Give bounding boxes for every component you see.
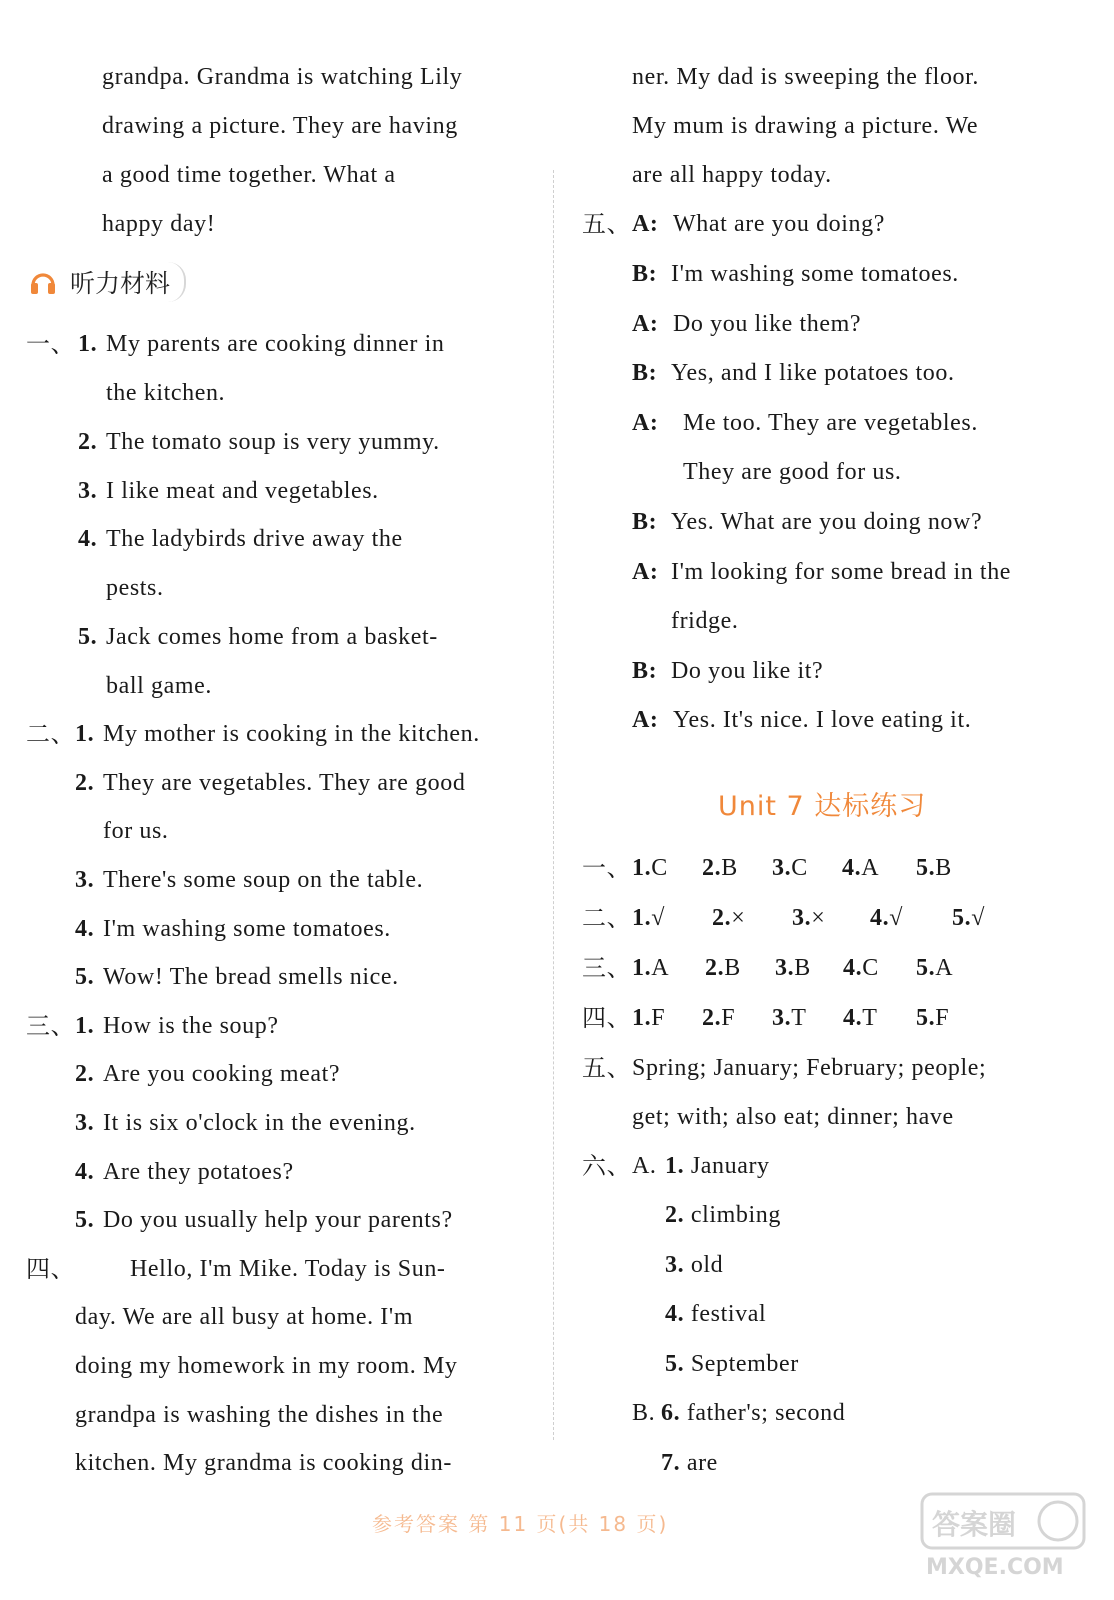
dialog-line: Do you like them? xyxy=(673,311,862,337)
answer-item xyxy=(632,1003,665,1033)
item-text: The tomato soup is very yummy. xyxy=(106,429,440,455)
dialog-line: Do you like it? xyxy=(671,658,824,684)
item-text: Jack comes home from a basket- xyxy=(106,624,438,650)
section-marker: 五、 xyxy=(582,1054,632,1082)
item-number: 1. xyxy=(78,331,98,357)
speaker-label: A: xyxy=(632,559,659,585)
answer-value: T xyxy=(862,1005,878,1031)
item-number: 4. xyxy=(870,905,890,931)
answer-value: B xyxy=(935,855,952,881)
item-number: 3. xyxy=(78,478,98,504)
item-number: 2. xyxy=(702,855,722,881)
answer-item xyxy=(916,953,953,983)
item-text: pests. xyxy=(106,575,164,601)
speaker-label: A: xyxy=(632,211,659,237)
item-text: Are they potatoes? xyxy=(103,1159,294,1185)
watermark-logo xyxy=(918,1490,1088,1580)
answer-value: January xyxy=(690,1153,770,1179)
answer-item xyxy=(661,1398,845,1428)
dialog-line: Yes. It's nice. I love eating it. xyxy=(673,707,972,733)
item-text: Are you cooking meat? xyxy=(103,1061,341,1087)
answer-item xyxy=(665,1250,723,1280)
answer-value: √ xyxy=(971,905,985,931)
speaker-label: B: xyxy=(632,360,658,386)
answer-item xyxy=(843,1003,877,1033)
section-marker: 五、 xyxy=(582,210,632,238)
answer-item xyxy=(916,1003,949,1033)
answer-item xyxy=(665,1349,799,1379)
answer-value: F xyxy=(721,1005,736,1031)
item-number: 3. xyxy=(775,955,795,981)
passage-line: ner. My dad is sweeping the floor. xyxy=(632,64,980,90)
intro-line: happy day! xyxy=(102,211,216,237)
item-number: 4. xyxy=(75,1159,95,1185)
answer-item xyxy=(870,903,903,933)
answer-value: C xyxy=(862,955,879,981)
item-number: 2. xyxy=(665,1202,685,1228)
item-text: How is the soup? xyxy=(103,1013,279,1039)
speaker-label: B: xyxy=(632,658,658,684)
item-number: 5. xyxy=(665,1351,685,1377)
item-number: 2. xyxy=(705,955,725,981)
answer-value: C xyxy=(791,855,808,881)
answer-value: are xyxy=(686,1450,718,1476)
section-marker: 一、 xyxy=(582,854,632,882)
item-text: I'm washing some tomatoes. xyxy=(103,916,391,942)
answer-line: Spring; January; February; people; xyxy=(632,1055,987,1081)
answer-item xyxy=(952,903,985,933)
item-number: 1. xyxy=(75,721,95,747)
item-number: 5. xyxy=(952,905,972,931)
item-number: 5. xyxy=(75,1207,95,1233)
item-text: ball game. xyxy=(106,673,212,699)
answer-value: father's; second xyxy=(686,1400,846,1426)
item-number: 2. xyxy=(75,770,95,796)
item-number: 3. xyxy=(772,855,792,881)
item-text: The ladybirds drive away the xyxy=(106,526,403,552)
item-text: I like meat and vegetables. xyxy=(106,478,379,504)
answer-item xyxy=(665,1299,766,1329)
answer-item xyxy=(632,953,669,983)
answer-item xyxy=(772,1003,806,1033)
dialog-line: Me too. They are vegetables. xyxy=(683,410,978,436)
column-divider xyxy=(553,170,554,1440)
passage-line: grandpa is washing the dishes in the xyxy=(75,1402,444,1428)
item-number: 4. xyxy=(843,1005,863,1031)
answer-value: A xyxy=(861,855,880,881)
section-marker: 二、 xyxy=(26,720,76,748)
answer-value: F xyxy=(935,1005,950,1031)
dialog-line: They are good for us. xyxy=(683,459,902,485)
item-number: 6. xyxy=(661,1400,681,1426)
answer-item xyxy=(772,853,808,883)
dialog-line: Yes, and I like potatoes too. xyxy=(671,360,955,386)
headphones-icon xyxy=(28,267,58,297)
listening-header xyxy=(28,264,186,300)
answer-value: B xyxy=(721,855,738,881)
item-number: 2. xyxy=(712,905,732,931)
item-number: 1. xyxy=(632,905,652,931)
listening-title: 听力材料 xyxy=(68,262,186,302)
answer-item xyxy=(712,903,745,933)
passage-line: My mum is drawing a picture. We xyxy=(632,113,979,139)
item-number: 5. xyxy=(78,624,98,650)
intro-line: grandpa. Grandma is watching Lily xyxy=(102,64,463,90)
answer-item xyxy=(632,903,665,933)
item-number: 5. xyxy=(916,955,936,981)
item-number: 4. xyxy=(665,1301,685,1327)
item-number: 1. xyxy=(75,1013,95,1039)
answer-item xyxy=(792,903,825,933)
answer-value: T xyxy=(791,1005,807,1031)
item-text: for us. xyxy=(103,818,169,844)
answer-item xyxy=(916,853,952,883)
part-label: B. xyxy=(632,1400,656,1426)
answer-value: festival xyxy=(690,1301,767,1327)
dialog-line: Yes. What are you doing now? xyxy=(671,509,983,535)
answer-value: × xyxy=(731,905,746,931)
answer-item xyxy=(775,953,811,983)
dialog-line: fridge. xyxy=(671,608,739,634)
passage-line: kitchen. My grandma is cooking din- xyxy=(75,1450,452,1476)
item-text: They are vegetables. They are good xyxy=(103,770,466,796)
answer-value: C xyxy=(651,855,668,881)
answer-item xyxy=(661,1448,718,1478)
answer-line: get; with; also eat; dinner; have xyxy=(632,1104,954,1130)
section-marker: 三、 xyxy=(582,954,632,982)
answer-value: B xyxy=(724,955,741,981)
section-marker: 六、 xyxy=(582,1152,632,1180)
item-number: 2. xyxy=(75,1061,95,1087)
passage-line: are all happy today. xyxy=(632,162,832,188)
item-number: 1. xyxy=(632,1005,652,1031)
answer-value: old xyxy=(690,1252,724,1278)
item-number: 3. xyxy=(772,1005,792,1031)
item-number: 5. xyxy=(916,1005,936,1031)
section-marker: 四、 xyxy=(582,1004,632,1032)
answer-value: √ xyxy=(889,905,903,931)
intro-line: drawing a picture. They are having xyxy=(102,113,458,139)
intro-line: a good time together. What a xyxy=(102,162,396,188)
item-number: 4. xyxy=(842,855,862,881)
item-number: 1. xyxy=(665,1153,685,1179)
answer-item xyxy=(665,1151,770,1181)
item-number: 4. xyxy=(78,526,98,552)
part-label: A. xyxy=(632,1153,657,1179)
answer-item xyxy=(843,953,879,983)
answer-item xyxy=(632,853,668,883)
answer-item xyxy=(842,853,879,883)
unit-title: Unit 7 达标练习 xyxy=(718,791,927,822)
dialog-line: I'm looking for some bread in the xyxy=(671,559,1012,585)
item-number: 3. xyxy=(75,867,95,893)
item-text: Wow! The bread smells nice. xyxy=(103,964,399,990)
item-text: It is six o'clock in the evening. xyxy=(103,1110,416,1136)
speaker-label: B: xyxy=(632,261,658,287)
passage-line: Hello, I'm Mike. Today is Sun- xyxy=(130,1256,446,1282)
answer-value: F xyxy=(651,1005,666,1031)
section-marker: 二、 xyxy=(582,904,632,932)
passage-line: day. We are all busy at home. I'm xyxy=(75,1304,414,1330)
speaker-label: A: xyxy=(632,311,659,337)
dialog-line: What are you doing? xyxy=(673,211,885,237)
item-text: the kitchen. xyxy=(106,380,226,406)
svg-text:MXQE.COM: MXQE.COM xyxy=(926,1555,1064,1580)
answer-value: B xyxy=(794,955,811,981)
speaker-label: A: xyxy=(632,410,659,436)
speaker-label: B: xyxy=(632,509,658,535)
item-number: 3. xyxy=(75,1110,95,1136)
item-number: 2. xyxy=(78,429,98,455)
item-text: There's some soup on the table. xyxy=(103,867,424,893)
item-number: 1. xyxy=(632,955,652,981)
section-marker: 一、 xyxy=(26,330,76,358)
item-number: 5. xyxy=(916,855,936,881)
item-text: Do you usually help your parents? xyxy=(103,1207,453,1233)
section-marker: 四、 xyxy=(26,1255,76,1283)
item-number: 3. xyxy=(665,1252,685,1278)
answer-item xyxy=(665,1200,781,1230)
answer-value: climbing xyxy=(690,1202,781,1228)
section-marker: 三、 xyxy=(26,1012,76,1040)
item-number: 4. xyxy=(75,916,95,942)
answer-value: × xyxy=(811,905,826,931)
item-number: 5. xyxy=(75,964,95,990)
item-number: 7. xyxy=(661,1450,681,1476)
answer-item xyxy=(702,1003,735,1033)
item-text: My mother is cooking in the kitchen. xyxy=(103,721,480,747)
speaker-label: A: xyxy=(632,707,659,733)
item-number: 2. xyxy=(702,1005,722,1031)
passage-line: doing my homework in my room. My xyxy=(75,1353,458,1379)
dialog-line: I'm washing some tomatoes. xyxy=(671,261,959,287)
answer-item xyxy=(705,953,741,983)
item-text: My parents are cooking dinner in xyxy=(106,331,445,357)
item-number: 1. xyxy=(632,855,652,881)
answer-value: A xyxy=(651,955,670,981)
item-number: 4. xyxy=(843,955,863,981)
svg-text:答案圈: 答案圈 xyxy=(932,1508,1017,1541)
answer-value: A xyxy=(935,955,954,981)
answer-value: √ xyxy=(651,905,665,931)
answer-item xyxy=(702,853,738,883)
page-footer: 参考答案 第 11 页(共 18 页) xyxy=(372,1512,669,1536)
item-number: 3. xyxy=(792,905,812,931)
answer-value: September xyxy=(690,1351,799,1377)
